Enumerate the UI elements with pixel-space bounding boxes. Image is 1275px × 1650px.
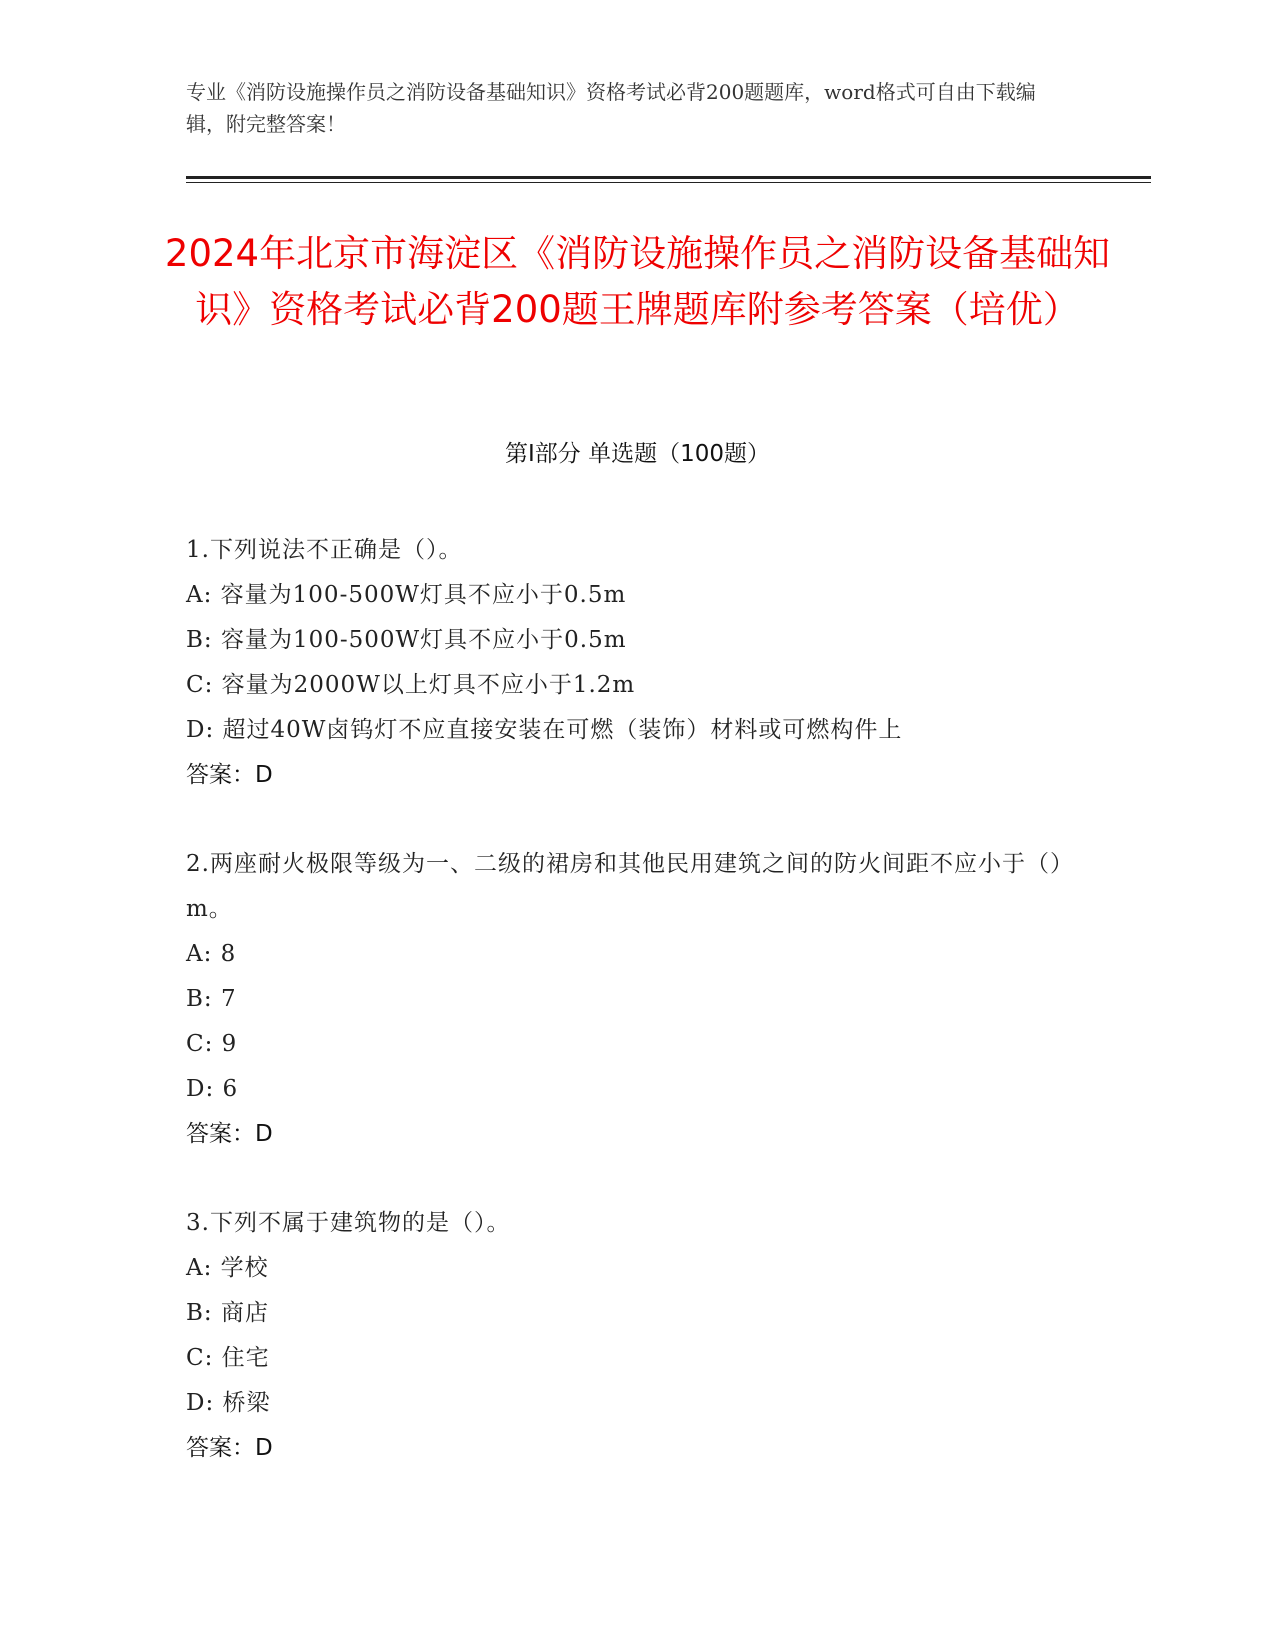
option-c: C: 9 bbox=[186, 1031, 238, 1057]
option-a: A: 学校 bbox=[186, 1255, 269, 1281]
option-a: A: 8 bbox=[186, 941, 237, 967]
question-2 bbox=[186, 842, 1066, 1157]
question-1 bbox=[186, 528, 1066, 798]
option-a: A: 容量为100-500W灯具不应小于0.5m bbox=[186, 582, 627, 608]
option-b: B: 商店 bbox=[186, 1300, 269, 1326]
document-title: 2024年北京市海淀区《消防设施操作员之消防设备基础知识》资格考试必背200题王牌题库附参考答案（培优） bbox=[164, 232, 1111, 331]
option-d: D: 6 bbox=[186, 1076, 239, 1102]
question-stem: 3.下列不属于建筑物的是（）。 bbox=[186, 1210, 511, 1236]
question-list bbox=[186, 528, 1066, 1515]
answer: 答案：D bbox=[186, 762, 273, 788]
answer: 答案：D bbox=[186, 1121, 273, 1147]
option-c: C: 容量为2000W以上灯具不应小于1.2m bbox=[186, 672, 636, 698]
option-b: B: 7 bbox=[186, 986, 237, 1012]
answer: 答案：D bbox=[186, 1435, 273, 1461]
question-3 bbox=[186, 1201, 1066, 1471]
option-d: D: 超过40W卤钨灯不应直接安装在可燃（装饰）材料或可燃构件上 bbox=[186, 717, 903, 743]
header-rule-thick bbox=[186, 176, 1151, 179]
header-rule-thin bbox=[186, 182, 1151, 183]
option-b: B: 容量为100-500W灯具不应小于0.5m bbox=[186, 627, 627, 653]
question-stem: 2.两座耐火极限等级为一、二级的裙房和其他民用建筑之间的防火间距不应小于（）m。 bbox=[186, 851, 1063, 922]
question-stem: 1.下列说法不正确是（）。 bbox=[186, 537, 463, 563]
option-d: D: 桥梁 bbox=[186, 1390, 271, 1416]
section-title: 第I部分 单选题（100题） bbox=[505, 441, 770, 467]
option-c: C: 住宅 bbox=[186, 1345, 270, 1371]
header-note: 专业《消防设施操作员之消防设备基础知识》资格考试必背200题题库，word格式可自由下载编辑，附完整答案！ bbox=[186, 80, 1036, 136]
